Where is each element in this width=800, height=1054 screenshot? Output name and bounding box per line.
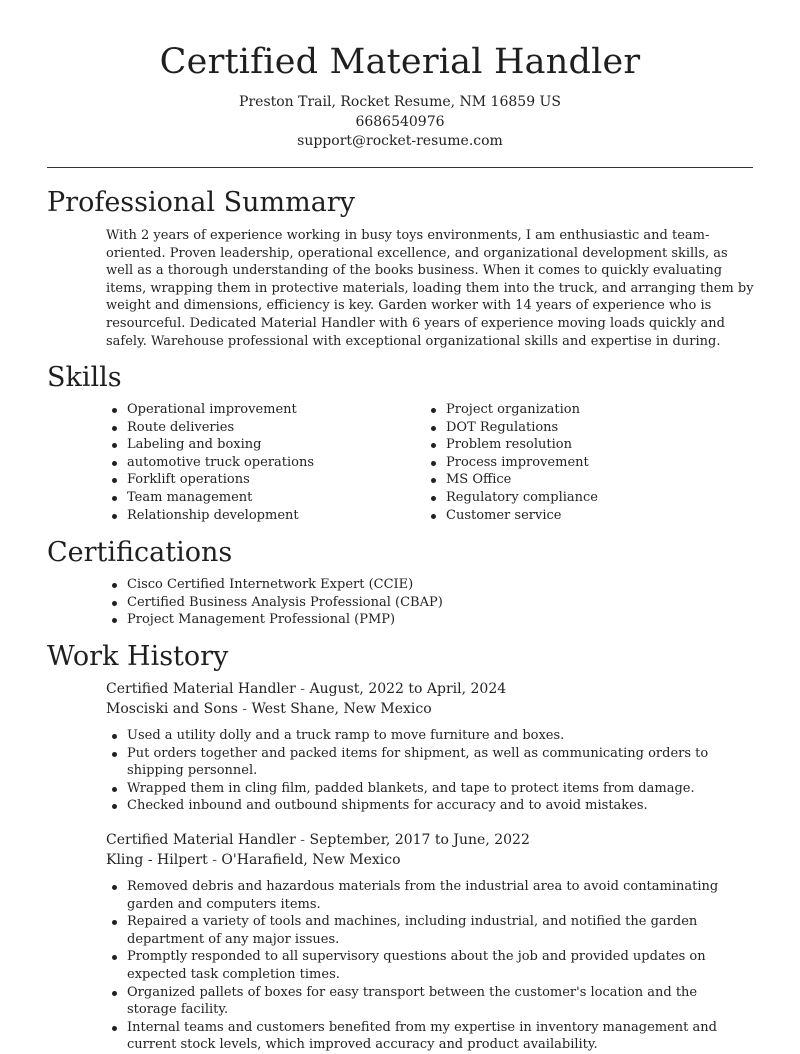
skill-item: Project organization (425, 401, 745, 419)
job-bullet: Repaired a variety of tools and machines, including industrial, and notified the garden department of any major issues. (106, 913, 746, 948)
job-bullet: Organized pallets of boxes for easy transport between the customer's location and the storage facility. (106, 984, 746, 1019)
certifications-heading: Certifications (47, 537, 233, 568)
contact-email: support@rocket-resume.com (297, 133, 503, 149)
job-bullet: Promptly responded to all supervisory questions about the job and provided updates on expected task completion times. (106, 948, 746, 983)
skills-list-right (425, 401, 745, 524)
job-bullet: Put orders together and packed items for shipment, as well as communicating orders to shipping personnel. (106, 745, 746, 780)
job-bullet: Internal teams and customers benefited from my expertise in inventory management and current stock levels, which improved accuracy and product availability. (106, 1019, 746, 1054)
job-dates: August, 2022 to April, 2024 (309, 681, 507, 697)
job-bullets (106, 878, 746, 1054)
skill-item: Regulatory compliance (425, 489, 745, 507)
candidate-name: Certified Material Handler (159, 42, 641, 82)
skill-item: Customer service (425, 507, 745, 525)
job-company: Mosciski and Sons (106, 701, 238, 717)
job-bullets (106, 727, 746, 815)
job-company: Kling - Hilpert (106, 852, 208, 868)
skill-item: Relationship development (106, 507, 406, 525)
separator: - (207, 852, 222, 868)
contact-phone: 6686540976 (355, 114, 445, 130)
job-title-line (106, 680, 506, 699)
job-title: Certified Material Handler (106, 681, 296, 697)
separator: - (295, 832, 310, 848)
skill-item: Forklift operations (106, 471, 406, 489)
job-company-line (106, 700, 432, 719)
skill-item: Operational improvement (106, 401, 406, 419)
job-bullet: Checked inbound and outbound shipments for accuracy and to avoid mistakes. (106, 797, 746, 815)
job-company-line (106, 851, 401, 870)
job-bullet: Wrapped them in cling film, padded blankets, and tape to protect items from damage. (106, 780, 746, 798)
skill-item: Problem resolution (425, 436, 745, 454)
certification-item: Certified Business Analysis Professional (CBAP) (106, 594, 746, 612)
skill-item: Route deliveries (106, 419, 406, 437)
job-title-line (106, 831, 530, 850)
separator: - (237, 701, 252, 717)
skills-heading: Skills (47, 362, 122, 393)
job-location: West Shane, New Mexico (251, 701, 432, 717)
summary-heading: Professional Summary (47, 187, 355, 218)
summary-text: With 2 years of experience working in busy toys environments, I am enthusiastic and team-oriented. Proven leadership, operational excellence, and organizational development skills, as well as a thorough understanding of the books business. When it comes to quickly evaluating items, wrapping them in protective materials, loading them into the truck, and arranging them by weight and dimensions, efficiency is key. Garden worker with 14 years of experience who is resourceful. Dedicated Material Handler with 6 years of experience moving loads quickly and safely. Warehouse professional with exceptional organizational skills and expertise in during. (106, 228, 754, 349)
skills-list-left (106, 401, 406, 524)
work-history-heading: Work History (47, 641, 229, 672)
skill-item: Process improvement (425, 454, 745, 472)
skill-item: automotive truck operations (106, 454, 406, 472)
skill-item: DOT Regulations (425, 419, 745, 437)
separator: - (295, 681, 310, 697)
contact-address: Preston Trail, Rocket Resume, NM 16859 US (239, 94, 561, 110)
certification-item: Project Management Professional (PMP) (106, 611, 746, 629)
skill-item: Labeling and boxing (106, 436, 406, 454)
skill-item: MS Office (425, 471, 745, 489)
header-divider (47, 167, 753, 168)
certification-item: Cisco Certified Internetwork Expert (CCIE) (106, 576, 746, 594)
job-bullet: Removed debris and hazardous materials from the industrial area to avoid contaminating garden and computers items. (106, 878, 746, 913)
job-bullet: Used a utility dolly and a truck ramp to move furniture and boxes. (106, 727, 746, 745)
skill-item: Team management (106, 489, 406, 507)
job-location: O'Harafield, New Mexico (221, 852, 401, 868)
job-title: Certified Material Handler (106, 832, 296, 848)
certifications-list (106, 576, 746, 629)
job-dates: September, 2017 to June, 2022 (309, 832, 530, 848)
